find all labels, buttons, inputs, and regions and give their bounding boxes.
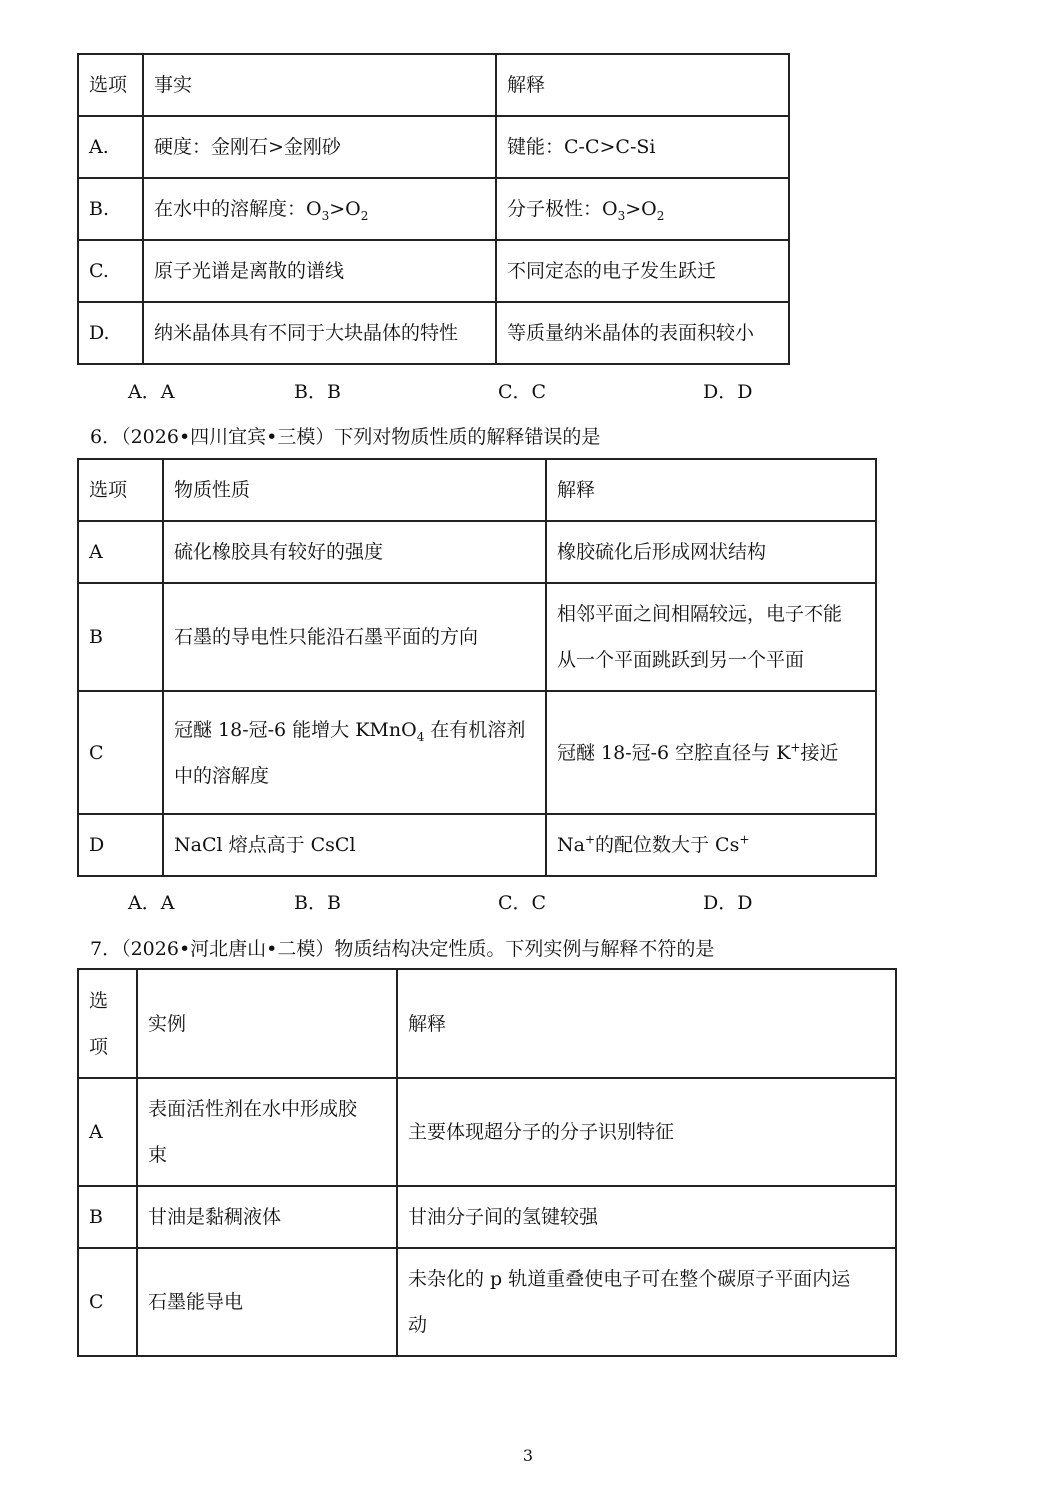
- table-header-row: [78, 459, 876, 521]
- option-d[interactable]: D．D: [703, 892, 753, 914]
- header-example: 实例: [137, 969, 397, 1078]
- row-explanation: 未杂化的 p 轨道重叠使电子可在整个碳原子平面内运 动: [397, 1248, 896, 1356]
- option-c[interactable]: C．C: [498, 892, 547, 914]
- option-c[interactable]: C．C: [498, 381, 547, 403]
- table-row: [78, 240, 789, 302]
- row-explanation: Na+的配位数大于 Cs+: [546, 814, 876, 876]
- header-option: 选 项: [78, 969, 137, 1078]
- row-example: 甘油是黏稠液体: [137, 1186, 397, 1248]
- header-option: 选项: [78, 54, 143, 116]
- row-option: C: [78, 691, 163, 814]
- header-property: 物质性质: [163, 459, 546, 521]
- row-explanation: 分子极性：$O_3>O_2$: [496, 178, 789, 240]
- row-fact: 原子光谱是离散的谱线: [143, 240, 496, 302]
- header-explanation: 解释: [496, 54, 789, 116]
- row-property: 冠醚 18-冠-6 能增大 KMnO$_4$ 在有机溶剂 中的溶解度: [163, 691, 546, 814]
- table-row: [78, 1248, 896, 1356]
- table-row: [78, 116, 789, 178]
- row-option: A: [78, 1078, 137, 1186]
- row-explanation: 不同定态的电子发生跃迁: [496, 240, 789, 302]
- header-explanation: 解释: [546, 459, 876, 521]
- row-option: B: [78, 583, 163, 691]
- row-explanation: 主要体现超分子的分子识别特征: [397, 1078, 896, 1186]
- answer-options-q6: [0, 888, 1056, 918]
- row-explanation: 相邻平面之间相隔较远，电子不能 从一个平面跳跃到另一个平面: [546, 583, 876, 691]
- row-property: NaCl 熔点高于 CsCl: [163, 814, 546, 876]
- header-explanation: 解释: [397, 969, 896, 1078]
- option-d[interactable]: D．D: [703, 381, 753, 403]
- table-row: [78, 178, 789, 240]
- row-property: 硫化橡胶具有较好的强度: [163, 521, 546, 583]
- row-explanation: 甘油分子间的氢键较强: [397, 1186, 896, 1248]
- row-option: D: [78, 814, 163, 876]
- row-option: C.: [78, 240, 143, 302]
- header-option: 选项: [78, 459, 163, 521]
- header-fact: 事实: [143, 54, 496, 116]
- question-6-text: 6．（2026•四川宜宾•三模）下列对物质性质的解释错误的是: [90, 426, 601, 448]
- table-row: [78, 691, 876, 814]
- table-row: [78, 1078, 896, 1186]
- row-example: 表面活性剂在水中形成胶 束: [137, 1078, 397, 1186]
- option-b[interactable]: B．B: [294, 381, 341, 403]
- option-a[interactable]: A．A: [128, 381, 175, 403]
- table-row: [78, 583, 876, 691]
- table-header-row: [78, 54, 789, 116]
- row-option: A: [78, 521, 163, 583]
- row-option: B: [78, 1186, 137, 1248]
- table-q6: [77, 458, 877, 877]
- row-explanation: 等质量纳米晶体的表面积较小: [496, 302, 789, 364]
- table-q5: [77, 53, 790, 365]
- question-7-text: 7．（2026•河北唐山•二模）物质结构决定性质。下列实例与解释不符的是: [90, 938, 715, 960]
- row-example: 石墨能导电: [137, 1248, 397, 1356]
- row-option: C: [78, 1248, 137, 1356]
- row-option: D.: [78, 302, 143, 364]
- row-property: 石墨的导电性只能沿石墨平面的方向: [163, 583, 546, 691]
- table-header-row: [78, 969, 896, 1078]
- option-a[interactable]: A．A: [128, 892, 175, 914]
- answer-options-q5: [0, 377, 1056, 407]
- option-b[interactable]: B．B: [294, 892, 341, 914]
- row-option: A.: [78, 116, 143, 178]
- row-explanation: 冠醚 18-冠-6 空腔直径与 K+接近: [546, 691, 876, 814]
- page-number: 3: [522, 1446, 534, 1465]
- table-row: [78, 302, 789, 364]
- row-fact: 纳米晶体具有不同于大块晶体的特性: [143, 302, 496, 364]
- table-q7: [77, 968, 897, 1357]
- table-row: [78, 814, 876, 876]
- row-fact: 在水中的溶解度：$O_3>O_2$: [143, 178, 496, 240]
- table-row: [78, 521, 876, 583]
- row-explanation: 橡胶硫化后形成网状结构: [546, 521, 876, 583]
- row-option: B.: [78, 178, 143, 240]
- row-fact: 硬度：金刚石>金刚砂: [143, 116, 496, 178]
- row-explanation: 键能：C-C>C-Si: [496, 116, 789, 178]
- table-row: [78, 1186, 896, 1248]
